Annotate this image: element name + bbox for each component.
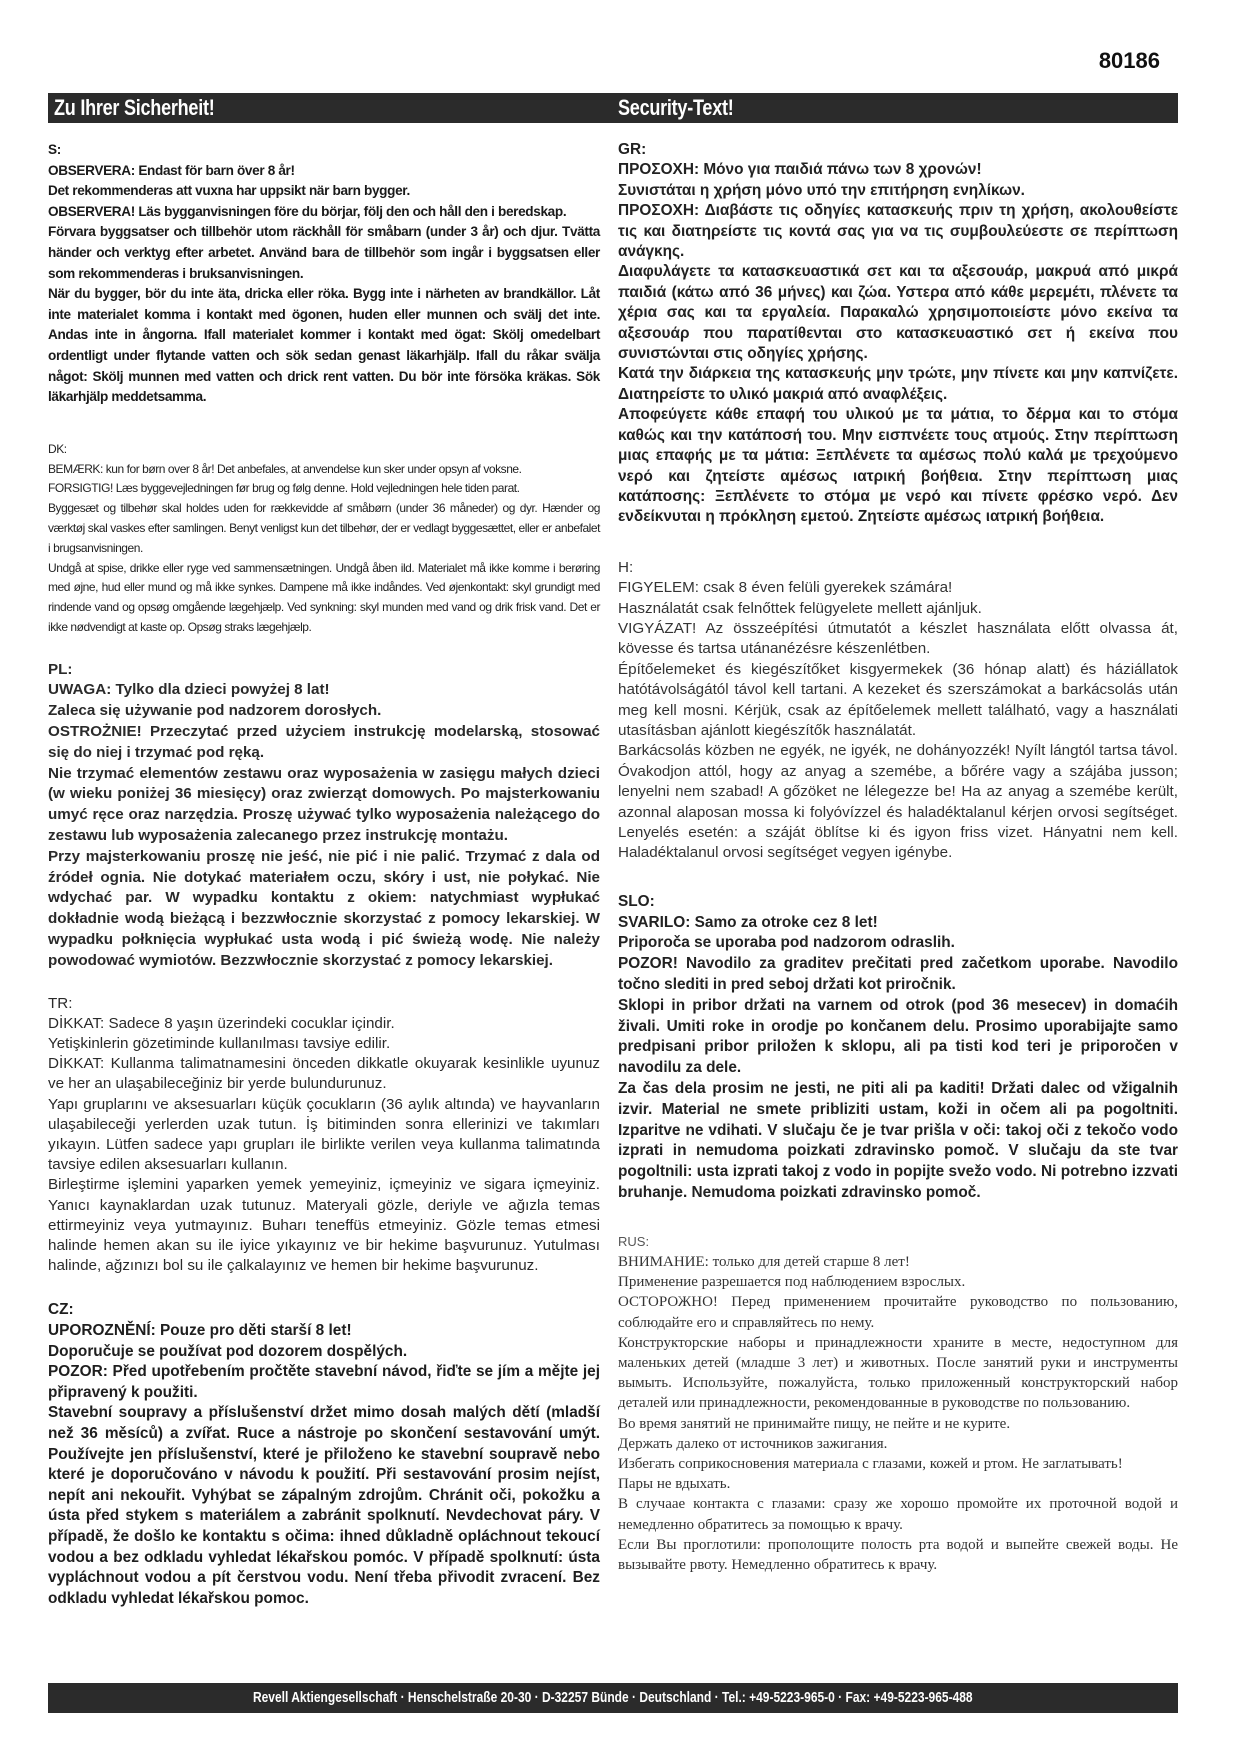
safety-paragraph: Barkácsolás közben ne egyék, ne igyék, ne dohányozzék! Nyílt lángtól tartsa távol. Óvakodjon attól, hogy az anyag a szemébe, a bőrére vagy a szájába jusson; lenyelni nem szabad! A gőzöket ne lélegezze be! Ha az anyag a szemébe került, azonnal alaposan mossa ki folyóvízzel és haladéktalanul kérjen orvosi segítséget. Lenyelés esetén: a száját öblítse ki és igyon friss vizet. Hányatni nem kell. Haladéktalanul orvosi segítséget vegyen igénybe. — [618, 742, 1178, 862]
language-code: CZ: — [48, 1301, 74, 1319]
section-swedish — [48, 140, 600, 408]
safety-paragraph: När du bygger, bör du inte äta, dricka eller röka. Bygg inte i närheten av brandkällor. Låt inte materialet komma i kontakt med ögonen, huden eller munnen och svälj det inte. Andas inte in ångorna. Ifall materialet kommer i kontakt med ögat: Skölj omedelbart ordentligt under flytande vatten och sök sedan genast läkarhjälp. Ifall du råkar svälja något: Skölj munnen med vatten och drick rent vatten. Du bör inte försöka kräkas. Sök läkarhjälp meddetsamma. — [48, 286, 600, 405]
safety-paragraph: ОСТОРОЖНО! Перед применением прочитайте руководство по пользованию, соблюдайте его и справляйтесь по нему. — [618, 1294, 1178, 1331]
language-code: S: — [48, 142, 61, 157]
safety-paragraph: Zaleca się używanie pod nadzorem dorosłych. — [48, 702, 382, 720]
language-code: RUS: — [618, 1233, 650, 1249]
safety-paragraph: Építőelemeket és kiegészítőket kisgyermekek (36 hónap alatt) és háziállatok hatótávolságától távol kell tartani. A kezeket és szerszámokat a barkácsolás után meg kell mosni. Kérjük, csak az építőelemek mellett található, vagy a használati utasításban ajánlott kiegészítők használatát. — [618, 660, 1178, 739]
safety-paragraph: Förvara byggsatser och tillbehör utom räckhåll för småbarn (under 3 år) och djur. Tvätta händer och verktyg efter arbetet. Använd bara de tillbehör som ingår i byggsatsen eller som rekommenderas i bruksanvisningen. — [48, 224, 600, 281]
header-title-german: Zu Ihrer Sicherheit! — [54, 95, 215, 120]
footer-address: Revell Aktiengesellschaft · Henschelstraße 20-30 · D-32257 Bünde · Deutschland · Tel.: +49-5223-965-0 · Fax: +49-5223-965-488 — [253, 1689, 973, 1706]
safety-paragraph: Birleştirme işlemini yaparken yemek yemeyiniz, içmeyiniz ve sigara içmeyiniz. Yanıcı kaynaklardan uzak tutunuz. Materyali gözle, deriyle ve ağızla temas ettirmeyiniz veya yutmayınız. Buharı teneffüs etmeyiniz. Gözle temas etmesi halinde hemen akan su ile iyice yıkayınız ve bir hekime başvurunuz. Yutulması halinde, ağzınızı bol su ile çalkalayınız ve hemen bir hekime başvurunuz. — [48, 1176, 600, 1275]
safety-paragraph: Undgå at spise, drikke eller ryge ved sammensætningen. Undgå åben ild. Materialet må ikke komme i berøring med øjne, hud eller mund og må ikke synkes. Dampene må ikke indåndes. Ved øjenkontakt: skyl grundigt med rindende vand og opsøg omgående lægehjælp. Ved synkning: skyl munden med vand og drik frisk vand. Det er ikke nødvendigt at kaste op. Opsøg straks lægehjælp. — [48, 560, 600, 634]
safety-paragraph: DİKKAT: Sadece 8 yaşın üzerindeki cocuklar içindir. — [48, 1014, 395, 1032]
safety-paragraph: VIGYÁZAT! Az összeépítési útmutatót a készlet használata előtt olvassa át, kövesse és tartsa utánanézésre készenlétben. — [618, 619, 1178, 658]
left-column — [48, 140, 600, 1631]
section-greek — [618, 140, 1178, 528]
header-title-english: Security-Text! — [618, 95, 734, 120]
safety-paragraph: Doporučuje se používat pod dozorem dospělých. — [48, 1342, 408, 1360]
safety-paragraph: Во время занятий не принимайте пищу, не пейте и не курите. — [618, 1415, 1011, 1432]
language-code: GR: — [618, 141, 647, 158]
safety-paragraph: SVARILO: Samo za otroke cez 8 let! — [618, 913, 878, 931]
safety-paragraph: ВНИМАНИЕ: только для детей старше 8 лет! — [618, 1253, 910, 1270]
section-turkish — [48, 994, 600, 1277]
safety-paragraph: Stavební soupravy a příslušenství držet mimo dosah malých dětí (mladší než 36 měsíců) a zvířat. Ruce a nástroje po skončení sestavování umýt. Používejte jen příslušenství, které je přiloženo ke stavební soupravě nebo které je doporučováno v návodu k použití. Při sestavování prosim nejíst, nepít ani nekouřit. Vyhýbat se zápalným zdrojům. Chránit oči, pokožku a ústa před stykem s materiálem a zabránit spolknutí. Nevdechovat páry. V případě, že došlo ke kontaktu s očima: ihned důkladně opláchnout tekoucí vodou a bez odkladu vyhledat lékařskou pomóc. V případě spolknutí: ústa vypláchnout vodou a pít čerstvou vodu. Není třeba přivodit zvracení. Bez odkladu vyhledat lékařskou pomoc. — [48, 1404, 600, 1607]
safety-paragraph: ΠΡΟΣΟΧΗ: Μόνο για παιδιά πάνω των 8 χρονών! — [618, 161, 982, 179]
safety-paragraph: Yetişkinlerin gözetiminde kullanılması tavsiye edilir. — [48, 1035, 391, 1053]
safety-paragraph: Διαφυλάγετε τα κατασκευαστικά σετ και τα αξεσουάρ, μακρυά από μικρά παιδιά (κάτω από 36 μήνες) και ζώα. Υστερα από κάθε μερεμέτι, πλένετε τα χέρια σας και τα εργαλεία. Παρακαλώ χρησιμοποιείστε μόνο εκείνα τα αξεσουάρ που παρατίθενται στο κατασκευαστικό σετ ή εκείνα που συνιστώνται στις οδηγίες χρήσης. — [618, 263, 1178, 363]
right-column — [618, 140, 1178, 1597]
safety-paragraph: ΠΡΟΣΟΧΗ: Διαβάστε τις οδηγίες κατασκευής πριν τη χρήση, ακολουθείστε τις και διατηρείστε τις κοντά σας για να τις συμβουλεύεστε σε περίπτωση ανάγκης. — [618, 202, 1178, 261]
safety-paragraph: UPOROZNĚNÍ: Pouze pro děti starší 8 let! — [48, 1322, 352, 1340]
safety-paragraph: Nie trzymać elementów zestawu oraz wyposażenia w zasięgu małych dzieci (w wieku poniżej 36 miesięcy) oraz zwierząt domowych. Po majsterkowaniu umyć ręce oraz narzędzia. Proszę używać tylko wyposażenia należącego do zestawu lub wyposażenia zalecanego przez instrukcję montażu. — [48, 764, 600, 845]
language-code: H: — [618, 558, 634, 576]
document-number: 80186 — [1098, 48, 1160, 73]
safety-paragraph: Det rekommenderas att vuxna har uppsikt när barn bygger. — [48, 183, 410, 199]
section-polish — [48, 660, 600, 972]
header-band — [48, 93, 1178, 123]
safety-paragraph: Za čas dela prosim ne jesti, ne piti ali pa kaditi! Držati dalec od vžigalnih izvir. Material ne smete pribliziti ustam, koži in očem ali pa pogoltniti. Izparitve ne vdihati. V slučaju če je tvar prišla v oči: takoj oči z tekočo vodo izprati in nemudoma poizkati zdravinsko pomoč. V slučaju da ste tvar pogoltnili: usta izprati takoj z vodo in popijte svežo vodo. Ni potrebno izzvati bruhanje. Nemudoma poizkati zdravinsko pomoč. — [618, 1079, 1178, 1201]
safety-paragraph: POZOR! Navodilo za graditev prečitati pred začetkom uporabe. Navodilo točno slediti in pred seboj držati kot priročnik. — [618, 955, 1178, 993]
safety-paragraph: Избегать соприкосновения материала с глазами, кожей и ртом. Не заглатывать! — [618, 1456, 1123, 1472]
safety-paragraph: Конструкторские наборы и принадлежности храните в месте, недоступном для маленьких детей (младше 3 лет) и животных. После занятий руки и инструменты вымыть. Используйте, пожалуйста, только приложенный конструкторский набор деталей или принадлежности, рекомендованные в руководстве по пользованию. — [618, 1334, 1178, 1412]
safety-paragraph: BEMÆRK: kun for børn over 8 år! Det anbefales, at anvendelse kun sker under opsyn af voksne. — [48, 461, 522, 476]
safety-paragraph: Αποφεύγετε κάθε επαφή του υλικού με τα μάτια, το δέρμα και το στόμα καθώς και την κατάποσή του. Μην εισπνέετε τους ατμούς. Στην περίπτωση μιας επαφής με τα μάτια: Ξεπλένετε τα αμέσως πολύ καλά με τρεχούμενο νερό και ζητείστε αμέσως ιατρική βοήθεια. Στην περίπτωση μιας κατάποσης: Ξεπλένετε το στόμα με νερό και πίνετε φρέσκο νερό. Δεν ενδείκνυται η πρόκληση εμετού. Ζητείστε αμέσως ιατρική βοήθεια. — [618, 406, 1178, 526]
section-russian — [618, 1232, 1178, 1575]
safety-paragraph: FIGYELEM: csak 8 éven felüli gyerekek számára! — [618, 579, 953, 597]
safety-paragraph: UWAGA: Tylko dla dzieci powyżej 8 lat! — [48, 681, 330, 699]
safety-paragraph: OSTROŻNIE! Przeczytać przed użyciem instrukcję modelarską, stosować się do niej i trzymać pod ręką. — [48, 723, 600, 761]
safety-paragraph: Κατά την διάρκεια της κατασκευής μην τρώτε, μην πίνετε και μην καπνίζετε. Διατηρείστε το υλικό μακριά από αναφλέξεις. — [618, 365, 1178, 403]
section-danish — [48, 440, 600, 638]
safety-paragraph: OBSERVERA: Endast för barn över 8 år! — [48, 162, 295, 178]
language-code: TR: — [48, 994, 73, 1012]
safety-paragraph: OBSERVERA! Läs bygganvisningen före du börjar, följ den och håll den i beredskap. — [48, 203, 567, 219]
safety-paragraph: Пары не вдыхать. — [618, 1476, 731, 1493]
safety-paragraph: FORSIGTIG! Læs byggevejledningen før brug og følg denne. Hold vejledningen hele tiden parat. — [48, 481, 520, 496]
footer-band — [48, 1683, 1178, 1713]
safety-paragraph: Применение разрешается под наблюдением взрослых. — [618, 1274, 966, 1291]
safety-paragraph: Держать далеко от источников зажигания. — [618, 1435, 888, 1452]
safety-paragraph: Συνιστάται η χρήση μόνο υπό την επιτήρηση ενηλίκων. — [618, 181, 1025, 199]
safety-paragraph: Byggesæt og tilbehør skal holdes uden for rækkevidde af småbørn (under 36 måneder) og dyr. Hænder og værktøj skal vaskes efter samlingen. Benyt venligst kun det tilbehør, der er vedlagt byggesættet, eller er anbefalet i brugsanvisningen. — [48, 501, 600, 555]
safety-paragraph: DİKKAT: Kullanma talimatnamesini önceden dikkatle okuyarak kesinlikle uyunuz ve her an ulaşabileceğiniz bir yerde bulundurunuz. — [48, 1055, 600, 1093]
safety-paragraph: В случаае контакта с глазами: сразу же хорошо промойте их проточной водой и немедленно обратитесь за помощью к врачу. — [618, 1496, 1178, 1533]
language-code: PL: — [48, 660, 73, 678]
section-hungarian — [618, 558, 1178, 864]
safety-paragraph: Yapı gruplarını ve aksesuarları küçük çocukların (36 aylık altında) ve hayvanların ulaşabileceği yerlerden uzak tutun. İş bitiminden sonra ellerinizi ve takımları yıkayın. Lütfen sadece yapı grupları ile birlikte verilen veya kullanma talimatında tavsiye edilen aksesuarları kullanın. — [48, 1095, 600, 1174]
language-code: SLO: — [618, 892, 655, 910]
safety-paragraph: Használatát csak felnőttek felügyelete mellett ajánljuk. — [618, 599, 982, 617]
safety-paragraph: Sklopi in pribor držati na varnem od otrok (pod 36 mesecev) in domaćih živali. Umiti roke in orodje po končanem delu. Prosimo uporabijajte samo predpisani pribor priložen k sklopu, ali pa tisti kod teri je priporočen v navodilu za dele. — [618, 996, 1178, 1077]
safety-paragraph: Priporoča se uporaba pod nadzorom odraslih. — [618, 934, 955, 952]
safety-paragraph: Если Вы проглотили: прополощите полость рта водой и выпейте свежей воды. Не вызывайте рвоту. Немедленно обратитесь к врачу. — [618, 1536, 1178, 1574]
section-czech — [48, 1300, 600, 1609]
safety-paragraph: POZOR: Před upotřebením pročtěte stavební návod, řiďte se jím a mějte jej připravený k použiti. — [48, 1363, 600, 1401]
section-slovenian — [618, 892, 1178, 1204]
language-code: DK: — [48, 441, 67, 456]
safety-paragraph: Przy majsterkowaniu proszę nie jeść, nie pić i nie palić. Trzymać z dala od źródeł ognia. Nie dotykać materiałem oczu, skóry i ust, nie połykać. Nie wdychać par. W wypadku kontaktu z okiem: natychmiast wypłukać dokładnie wodą bieżącą i bezzwłocznie skorzystać z pomocy lekarskiej. W wypadku połknięcia wypłukać usta wodą i pić świeżą wodę. Nie należy powodować wymiotów. Bezzwłocznie skorzystać z pomocy lekarskiej. — [48, 847, 600, 969]
